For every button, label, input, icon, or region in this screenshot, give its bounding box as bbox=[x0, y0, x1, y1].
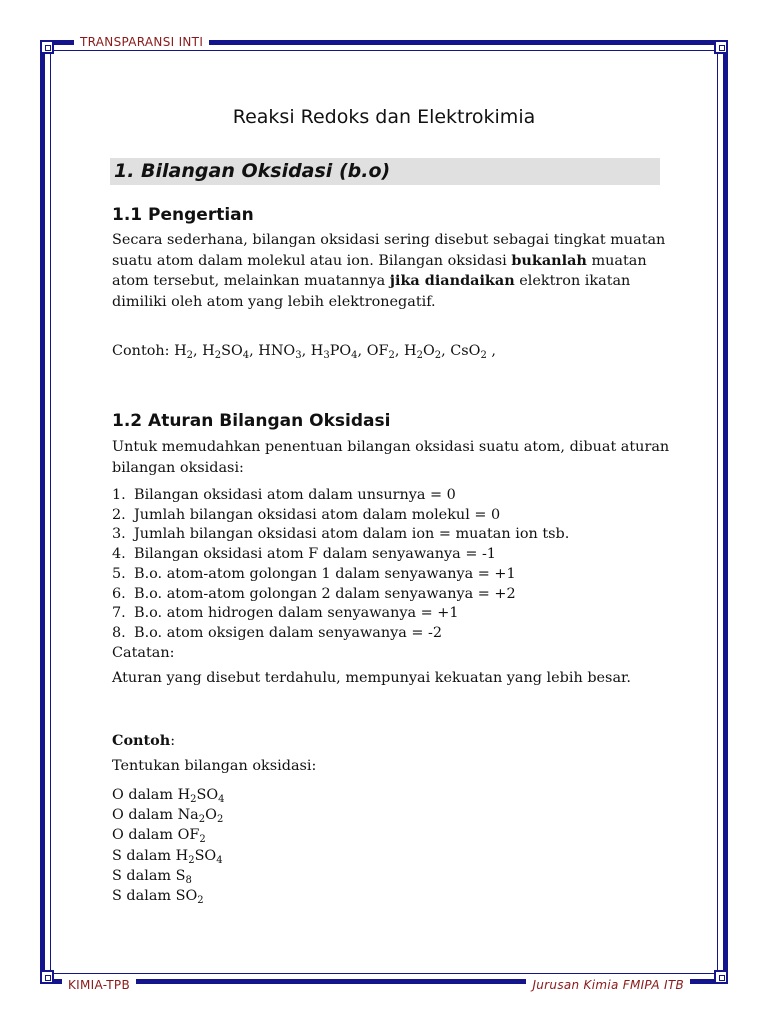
formula-subscript: 8 bbox=[185, 874, 192, 886]
rule-text: B.o. atom-atom golongan 2 dalam senyawanya = +2 bbox=[134, 585, 516, 602]
rule-text: Jumlah bilangan oksidasi atom dalam ion = muatan ion tsb. bbox=[134, 526, 570, 543]
rule-item bbox=[112, 545, 569, 565]
formula-subscript: 4 bbox=[351, 350, 358, 361]
formula-h2so4: SO bbox=[221, 343, 243, 359]
contoh-label: Contoh bbox=[112, 732, 171, 749]
formula-h3po4: PO bbox=[329, 343, 352, 359]
formula-subscript: 4 bbox=[216, 854, 223, 866]
catatan-label-text: Catatan: bbox=[112, 644, 175, 661]
question-item bbox=[112, 886, 225, 906]
question-prefix: S dalam bbox=[112, 888, 176, 905]
definition-text-a: Secara sederhana, bilangan oksidasi sering disebut sebagai tingkat muatan suatu atom dalam molekul atau ion. Bilangan oksidasi bbox=[112, 232, 666, 269]
corner-ornament-bottom-right bbox=[714, 970, 728, 984]
formula-h2o2: , H bbox=[394, 343, 417, 359]
formula-subscript: 2 bbox=[388, 350, 395, 361]
subsection-heading-pengertian: 1.1 Pengertian bbox=[112, 205, 254, 225]
rules-list bbox=[112, 486, 569, 663]
definition-bold-jika-diandaikan: jika diandaikan bbox=[389, 272, 515, 289]
catatan-label bbox=[112, 644, 569, 664]
formula-part: Na bbox=[177, 807, 199, 824]
footer-right-label: Jurusan Kimia FMIPA ITB bbox=[526, 977, 690, 993]
question-prefix: S dalam bbox=[112, 867, 176, 884]
formula-h2so4: , H bbox=[193, 343, 215, 359]
rule-number: 7. bbox=[112, 605, 126, 622]
formula-subscript: 4 bbox=[242, 350, 250, 361]
rule-number: 2. bbox=[112, 506, 126, 523]
rule-number: 3. bbox=[112, 526, 126, 543]
question-item bbox=[112, 825, 225, 845]
rule-text: Jumlah bilangan oksidasi atom dalam molekul = 0 bbox=[134, 506, 501, 523]
footer-left-label: KIMIA-TPB bbox=[62, 977, 136, 993]
formula-subscript: 2 bbox=[197, 895, 204, 907]
formula-hno3: , HNO bbox=[249, 343, 296, 359]
question-prefix: S dalam bbox=[112, 847, 176, 864]
formula-part: H bbox=[177, 787, 191, 803]
formula-subscript: 2 bbox=[199, 834, 206, 846]
contoh-heading bbox=[112, 731, 672, 752]
formula-part: OF bbox=[177, 827, 200, 844]
rule-text: B.o. atom hidrogen dalam senyawanya = +1 bbox=[134, 605, 459, 622]
formula-trailing: , bbox=[486, 343, 496, 359]
rule-number: 5. bbox=[112, 565, 126, 582]
header-label: TRANSPARANSI INTI bbox=[74, 34, 209, 50]
rule-text: B.o. atom-atom golongan 1 dalam senyawanya = +1 bbox=[134, 565, 516, 582]
rule-text: Bilangan oksidasi atom F dalam senyawanya = -1 bbox=[134, 546, 496, 563]
rule-number: 4. bbox=[112, 546, 126, 563]
formula-part: SO bbox=[196, 787, 219, 803]
definition-paragraph bbox=[112, 230, 672, 312]
question-item bbox=[112, 866, 225, 886]
formula-subscript: 2 bbox=[216, 814, 224, 826]
formula-part: O bbox=[205, 807, 217, 824]
rule-item bbox=[112, 604, 569, 624]
formula-part: H bbox=[175, 847, 189, 864]
rule-item bbox=[112, 525, 569, 545]
definition-text-c: muatan atom tersebut, melainkan muatannya bbox=[112, 252, 647, 289]
rule-item bbox=[112, 486, 569, 506]
formula-h2: H bbox=[174, 343, 187, 359]
formula-subscript: 2 bbox=[480, 350, 487, 361]
rule-item bbox=[112, 506, 569, 526]
question-item bbox=[112, 785, 225, 805]
formula-of2: , OF bbox=[357, 343, 389, 359]
formula-subscript: 2 bbox=[198, 814, 206, 826]
rule-item bbox=[112, 585, 569, 605]
rule-number: 8. bbox=[112, 624, 126, 641]
catatan-text: Aturan yang disebut terdahulu, mempunyai kekuatan yang lebih besar. bbox=[112, 670, 631, 686]
formula-subscript: 2 bbox=[190, 794, 197, 805]
formula-subscript: 2 bbox=[434, 350, 442, 361]
corner-ornament-top-left bbox=[40, 40, 54, 54]
document-title: Reaksi Redoks dan Elektrokimia bbox=[232, 106, 536, 128]
rule-number: 1. bbox=[112, 487, 126, 503]
task-text: Tentukan bilangan oksidasi: bbox=[112, 758, 317, 774]
formula-part: SO bbox=[175, 888, 198, 905]
formula-subscript: 2 bbox=[416, 350, 423, 361]
formula-h2o2: O bbox=[422, 343, 435, 359]
rules-intro: Untuk memudahkan penentuan bilangan oksidasi suatu atom, dibuat aturan bilangan oksidasi: bbox=[112, 439, 670, 476]
formula-subscript: 2 bbox=[186, 350, 194, 361]
formula-subscript: 2 bbox=[214, 350, 222, 361]
example-label: Contoh: bbox=[112, 343, 175, 359]
formula-subscript: 2 bbox=[188, 854, 195, 866]
rule-text: B.o. atom oksigen dalam senyawanya = -2 bbox=[134, 624, 443, 641]
question-prefix: O dalam bbox=[112, 787, 178, 803]
formula-subscript: 3 bbox=[323, 350, 330, 361]
definition-bold-bukanlah: bukanlah bbox=[511, 251, 587, 269]
rule-number: 6. bbox=[112, 585, 126, 602]
corner-ornament-bottom-left bbox=[40, 970, 54, 984]
formula-part: S bbox=[175, 867, 186, 884]
rule-item bbox=[112, 624, 569, 644]
subsection-heading-aturan: 1.2 Aturan Bilangan Oksidasi bbox=[112, 411, 391, 431]
formula-cso2: , CsO bbox=[441, 343, 481, 359]
definition-text-d: elektron ikatan dimiliki oleh atom yang lebih elektronegatif. bbox=[112, 273, 631, 310]
example-formulas bbox=[112, 341, 672, 362]
formula-subscript: 4 bbox=[218, 794, 225, 805]
formula-part: SO bbox=[194, 847, 217, 864]
question-item bbox=[112, 805, 225, 825]
question-prefix: O dalam bbox=[112, 807, 178, 824]
corner-ornament-top-right bbox=[714, 40, 728, 54]
question-item bbox=[112, 846, 225, 866]
rule-text: Bilangan oksidasi atom dalam unsurnya = 0 bbox=[134, 487, 456, 503]
formula-h3po4: , H bbox=[301, 343, 324, 359]
formula-subscript: 3 bbox=[295, 350, 302, 361]
question-prefix: O dalam bbox=[112, 827, 178, 844]
section-heading: 1. Bilangan Oksidasi (b.o) bbox=[110, 158, 660, 185]
question-list bbox=[112, 785, 225, 906]
contoh-colon: : bbox=[170, 733, 176, 749]
rule-item bbox=[112, 565, 569, 585]
